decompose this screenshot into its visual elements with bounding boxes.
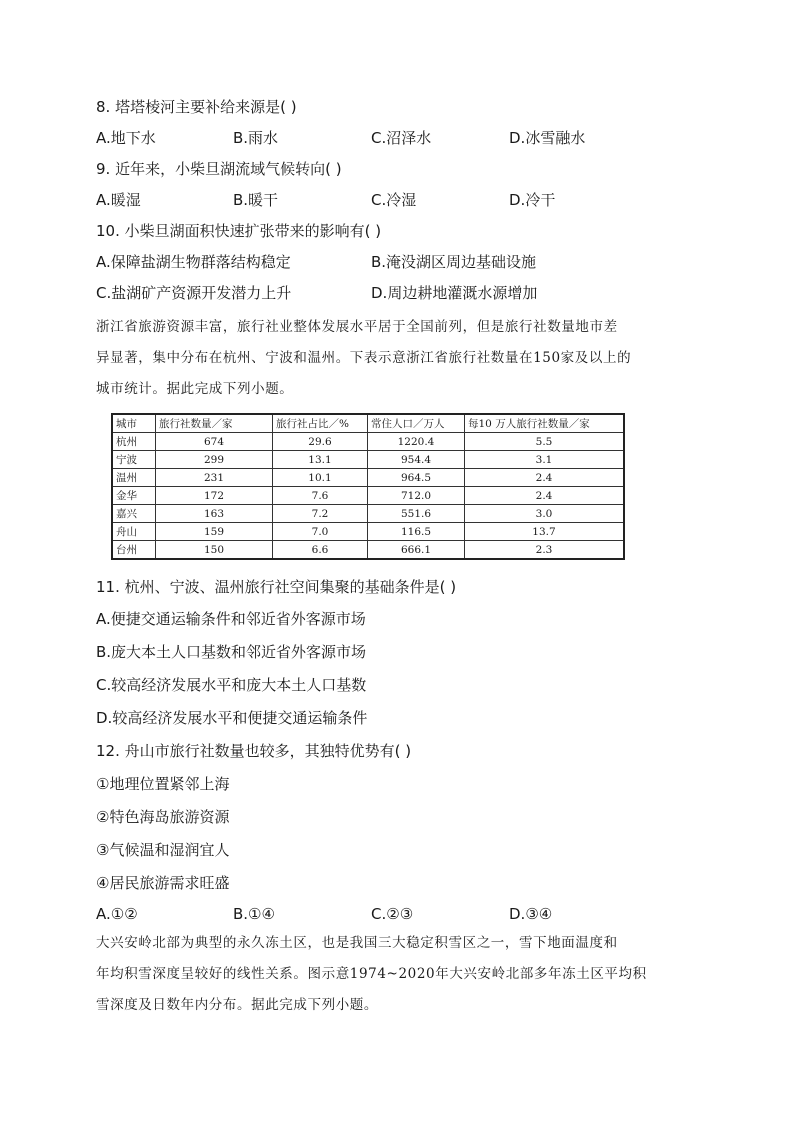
col-header-city: 城市 [112,414,156,433]
q9-option-c[interactable]: C.冷湿 [371,191,417,209]
table-cell: 2.3 [465,541,625,560]
q9-option-a[interactable]: A.暖湿 [96,191,141,209]
q8-option-d[interactable]: D.冰雪融水 [509,129,586,147]
q11-option-d[interactable]: D.较高经济发展水平和便捷交通运输条件 [96,709,368,727]
table-cell: 2.4 [465,487,625,505]
col-header-per-100k: 每10 万人旅行社数量／家 [465,414,625,433]
table-cell: 1220.4 [368,433,465,451]
table-cell: 杭州 [112,433,156,451]
col-header-population: 常住人口／万人 [368,414,465,433]
table-cell: 金华 [112,487,156,505]
table-cell: 温州 [112,469,156,487]
table-cell: 159 [156,523,273,541]
table-cell: 13.1 [273,451,368,469]
question-8-stem: 8. 塔塔棱河主要补给来源是( ) [96,98,297,116]
table-row [112,451,624,469]
q11-option-b[interactable]: B.庞大本土人口基数和邻近省外客源市场 [96,643,367,661]
table-cell: 6.6 [273,541,368,560]
passage-line: 雪深度及日数年内分布。据此完成下列小题。 [96,997,378,1013]
table-cell: 2.4 [465,469,625,487]
table-cell: 163 [156,505,273,523]
q12-statement-4: ④居民旅游需求旺盛 [96,874,230,892]
table-cell: 7.6 [273,487,368,505]
q8-option-b[interactable]: B.雨水 [233,129,279,147]
table-cell: 964.5 [368,469,465,487]
col-header-share: 旅行社占比／% [273,414,368,433]
table-cell: 299 [156,451,273,469]
passage-line: 大兴安岭北部为典型的永久冻土区，也是我国三大稳定积雪区之一，雪下地面温度和 [96,935,618,951]
question-12-stem: 12. 舟山市旅行社数量也较多，其独特优势有( ) [96,742,412,760]
table-cell: 嘉兴 [112,505,156,523]
q10-option-a[interactable]: A.保障盐湖生物群落结构稳定 [96,253,291,271]
table-cell: 551.6 [368,505,465,523]
table-header-row [112,414,624,433]
col-header-agency-count: 旅行社数量／家 [156,414,273,433]
table-cell: 舟山 [112,523,156,541]
table-cell: 13.7 [465,523,625,541]
table-cell: 7.0 [273,523,368,541]
q11-option-a[interactable]: A.便捷交通运输条件和邻近省外客源市场 [96,610,366,628]
q12-option-d[interactable]: D.③④ [509,905,553,923]
table-row [112,469,624,487]
question-10-stem: 10. 小柴旦湖面积快速扩张带来的影响有( ) [96,222,382,240]
passage-line: 浙江省旅游资源丰富，旅行社业整体发展水平居于全国前列，但是旅行社数量地市差 [96,319,618,335]
q8-option-a[interactable]: A.地下水 [96,129,156,147]
q9-option-b[interactable]: B.暖干 [233,191,279,209]
question-11-stem: 11. 杭州、宁波、温州旅行社空间集聚的基础条件是( ) [96,578,457,596]
table-cell: 3.0 [465,505,625,523]
table-row [112,523,624,541]
q12-statement-1: ①地理位置紧邻上海 [96,775,230,793]
table-cell: 5.5 [465,433,625,451]
q12-statement-2: ②特色海岛旅游资源 [96,808,230,826]
table-cell: 954.4 [368,451,465,469]
table-cell: 712.0 [368,487,465,505]
table-cell: 666.1 [368,541,465,560]
question-9-stem: 9. 近年来，小柴旦湖流域气候转向( ) [96,160,342,178]
table-cell: 150 [156,541,273,560]
table-cell: 29.6 [273,433,368,451]
table-cell: 台州 [112,541,156,560]
table-cell: 宁波 [112,451,156,469]
table-row [112,505,624,523]
table-cell: 674 [156,433,273,451]
passage-line: 年均积雪深度呈较好的线性关系。图示意1974~2020年大兴安岭北部多年冻土区平均积 [96,966,647,982]
table-cell: 3.1 [465,451,625,469]
table-cell: 172 [156,487,273,505]
q12-option-c[interactable]: C.②③ [371,905,414,923]
passage-daxinganling-snow [96,928,700,1021]
passage-line: 城市统计。据此完成下列小题。 [96,381,294,397]
table-row [112,433,624,451]
table-cell: 231 [156,469,273,487]
q11-option-c[interactable]: C.较高经济发展水平和庞大本土人口基数 [96,676,367,694]
table-row [112,487,624,505]
q8-option-c[interactable]: C.沼泽水 [371,129,432,147]
q12-option-a[interactable]: A.①② [96,905,138,923]
q12-option-b[interactable]: B.①④ [233,905,275,923]
q10-option-b[interactable]: B.淹没湖区周边基础设施 [371,253,537,271]
q10-option-d[interactable]: D.周边耕地灌溉水源增加 [371,284,538,302]
table-cell: 10.1 [273,469,368,487]
q12-statement-3: ③气候温和湿润宜人 [96,841,230,859]
travel-agency-table [111,413,625,560]
passage-line: 异显著，集中分布在杭州、宁波和温州。下表示意浙江省旅行社数量在150家及以上的 [96,350,632,366]
q9-option-d[interactable]: D.冷干 [509,191,556,209]
table-cell: 116.5 [368,523,465,541]
table-row [112,541,624,560]
passage-zhejiang-travel [96,312,700,405]
table-cell: 7.2 [273,505,368,523]
q10-option-c[interactable]: C.盐湖矿产资源开发潜力上升 [96,284,292,302]
